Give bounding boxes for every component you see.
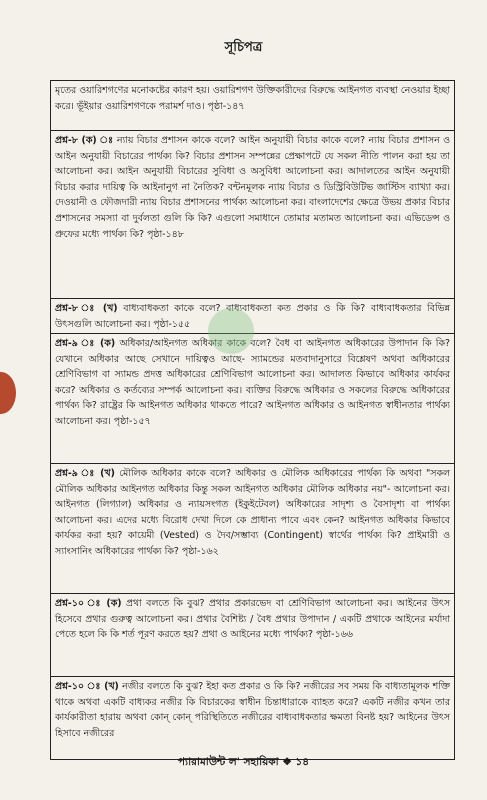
contents-row bbox=[51, 594, 454, 677]
contents-row bbox=[51, 131, 454, 299]
question-label: প্রশ্ন-১০ ঃ (খ) bbox=[55, 681, 119, 692]
row-text: বাধ্যবাধকতা কাকে বলে? বাধ্যবাধকতা কত প্রকার ও কি কি? বাধ্যবাধকতার বিভিন্ন উৎসগুলি আলোচনা কর। পৃষ্ঠা-১৫৫ bbox=[55, 303, 450, 330]
question-label: প্রশ্ন-৮ (ক) ঃ bbox=[55, 135, 114, 146]
contents-row bbox=[51, 334, 454, 464]
question-label: প্রশ্ন-৯ ঃ (খ) bbox=[55, 468, 115, 479]
contents-table bbox=[50, 80, 455, 760]
question-label: প্রশ্ন-৯ ঃ (ক) bbox=[55, 338, 116, 349]
row-text: ন্যায় বিচার প্রশাসন কাকে বলে? আইন অনুযায়ী বিচার কাকে বলে? ন্যায় বিচার প্রশাসন ও আইন অনুযায়ী বিচারের পার্থক্য কি? বিচার প্রশাসন সম্পন্নের প্রেক্ষাপটে যে সকল নীতি পালন করা হয় তা আলোচনা কর। আইন অনুযায়ী বিচারের সুবিধা ও অসুবিধা আলোচনা কর। আদালতের আইন অনুযায়ী বিচার করার দায়িত্ব কি আইনানুগ না নৈতিক? বন্টনমূলক ন্যায় বিচার ও ডিস্ট্রিবিউটিভ জাস্টিস ব্যাখ্যা কর। দেওয়ানী ও ফৌজদারী ন্যায় বিচার প্রশাসনের পার্থক্য আলোচনা কর। বাংলাদেশের ক্ষেত্রে উভয় প্রকার বিচার প্রশাসনের সমস্যা বা দুর্বলতা গুলি কি কি? এগুলো সমাধানে তোমার মতামত আলোচনা কর। এভিডেন্স ও প্রুফের মধ্যে পার্থক্য কি? পৃষ্ঠা-১৪৮ bbox=[55, 135, 451, 240]
question-label: প্রশ্ন-৮ ঃ (খ) bbox=[55, 303, 118, 314]
row-text: মৃতের ওয়ারিশগণের মনোকষ্টের কারণ হয়। ওয়ারিশগণ উক্তিকারীদের বিরুদ্ধে আইনগত ব্যবস্থা নেওয়ার ইচ্ছা করে। ভূঁইয়ার ওয়ারিশগণকে পরামর্শ দাও। পৃষ্ঠা-১৪৭ bbox=[55, 85, 450, 112]
watermark-stamp bbox=[208, 308, 254, 354]
contents-row bbox=[51, 464, 454, 594]
row-text: মৌলিক অধিকার কাকে বলে? অধিকার ও মৌলিক অধিকারের পার্থক্য কি অথবা "সকল মৌলিক অধিকার আইনগত অধিকার কিন্তু সকল আইনগত অধিকার মৌলিক অধিকার নয়"- আলোচনা কর। আইনগত (লিগ্যাল) অধিকার ও ন্যায়সংগত (ইকুইটেবল) অধিকারের সাদৃশ্য ও বৈসাদৃশ্য বা পার্থক্য আলোচনা কর। এদের মধ্যে বিরোধ দেখা দিলে কে প্রাধান্য পাবে এবং কেন? আইনগত অধিকার কিভাবে কার্যকর করা হয়? কায়েমী (Vested) ও দৈব/সম্ভাব্য (Contingent) স্বার্থের পার্থক্য কি? প্রাইমারী ও স্যাংসানিং অধিকারের পার্থক্য কি? পৃষ্ঠা-১৬২ bbox=[55, 468, 450, 557]
page-footer: প্যারামাউন্ট ল' সহায়িকা ❖ ১৪ bbox=[177, 756, 310, 768]
row-text: নজীর বলতে কি বুঝ? ইহা কত প্রকার ও কি কি? নজীরের সব সময় কি বাধ্যতামূলক শক্তি থাকে অথবা একটি বাধ্যকর নজীর কি বিচারকের স্বাধীন চিন্তাধারাকে ব্যাহত করে? একটি নজীর কখন তার কার্যকারীতা হারায় অথবা কোন্ কোন্ পরিস্থিতিতে নজীরের বাধ্যবাধকতার ক্ষমতা বিনষ্ট হয়? আইনের উৎস হিসাবে নজীরের bbox=[55, 681, 451, 739]
contents-row bbox=[51, 677, 454, 759]
row-text: প্রথা বলতে কি বুঝ? প্রথার প্রকারভেদ বা শ্রেণিবিভাগ আলোচনা কর। আইনের উৎস হিসেবে প্রথার গুরুত্ব আলোচনা কর। প্রথার বৈশিষ্ট্য / বৈধ প্রথার উপাদান / একটি প্রথাকে আইনের মর্যাদা পেতে হলে কি কি শর্ত পূরণ করতে হয়? প্রথা ও আইনের মধ্যে পার্থক্য? পৃষ্ঠা-১৬৬ bbox=[55, 598, 451, 641]
punch-hole-mark bbox=[0, 372, 16, 414]
question-label: প্রশ্ন-১০ ঃ (ক) bbox=[55, 598, 122, 609]
page-title: সূচিপত্র bbox=[224, 40, 263, 55]
contents-row bbox=[51, 81, 454, 131]
row-text: অধিকার/আইনগত অধিকার কাকে বলে? বৈধ বা আইনগত অধিকারের উপাদান কি কি? যেখানে অধিকার আছে সেখানে দায়িত্বও আছে- স্যামন্ডের মতবাদানুসারে বিশ্লেষণ অথবা অধিকারের শ্রেণিবিভাগ বা স্যামন্ড প্রদত্ত অধিকারের শ্রেণিবিভাগ আলোচনা কর। আদালত কিভাবে অধিকার কার্যকর করে? অধিকার ও কর্তব্যের সম্পর্ক আলোচনা কর। ব্যক্তির বিরুদ্ধে অধিকার ও সকলের বিরুদ্ধে অধিকারের পার্থক্য কি? রাষ্ট্রের কি আইনগত অধিকার থাকতে পারে? আইনগত অধিকার ও আইনগত স্বাধীনতার পার্থক্য আলোচনা কর। পৃষ্ঠা-১৫৭ bbox=[55, 338, 451, 427]
